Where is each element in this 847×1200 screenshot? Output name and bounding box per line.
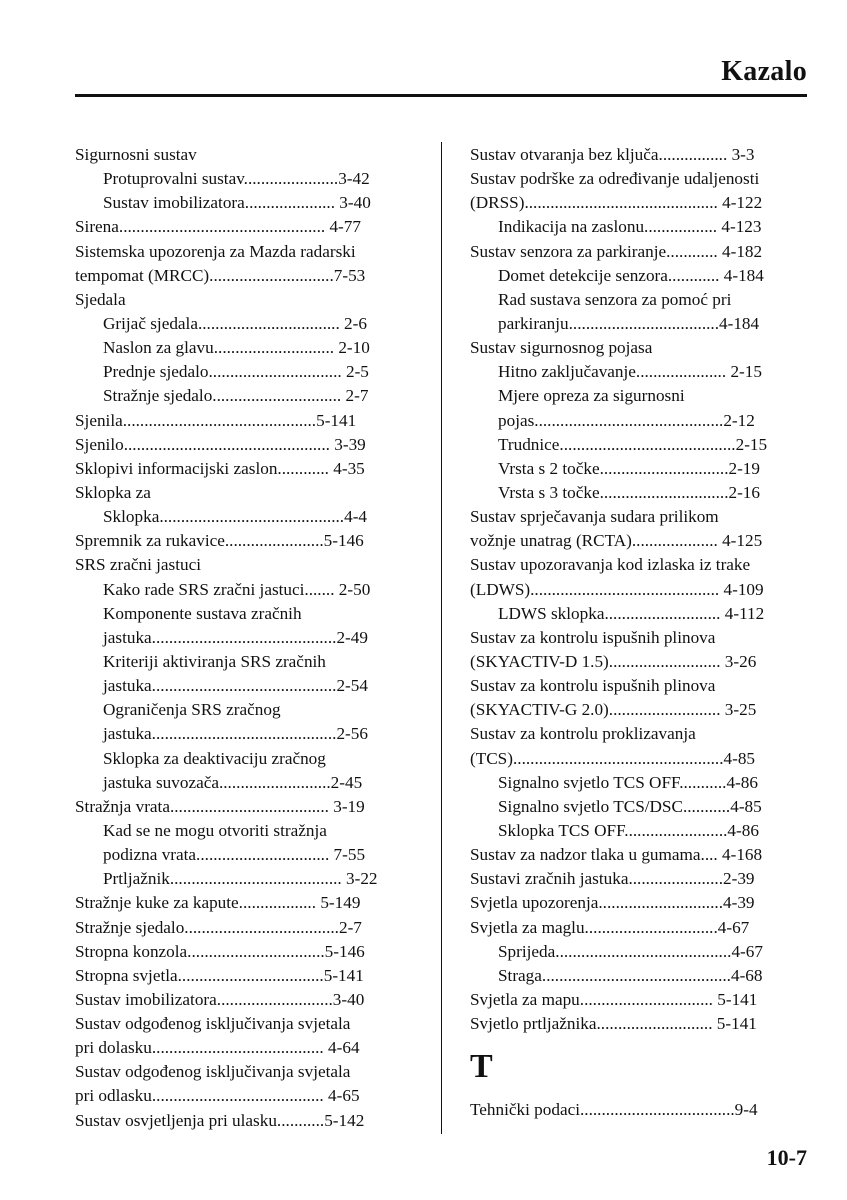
index-subentry: Indikacija na zaslonu................. 4-123: [498, 217, 762, 237]
index-subentry: Sprijeda.........................................4-67: [498, 941, 763, 961]
index-entry: (TCS).................................................4-85: [470, 748, 756, 768]
index-subentry: Sustav imobilizatora..................... 3-40: [103, 193, 371, 213]
index-entry: Sustav odgođenog isključivanja svjetala: [75, 1062, 351, 1082]
index-entry: Sustav za nadzor tlaka u gumama.... 4-168: [470, 845, 763, 865]
index-entry: Spremnik za rukavice.......................5-146: [75, 531, 364, 551]
index-entry: SRS zračni jastuci: [75, 555, 202, 575]
index-entry: Sigurnosni sustav: [75, 145, 197, 164]
index-entry: Sjenila.............................................5-141: [75, 410, 357, 430]
index-subentry: Trudnice.........................................2-15: [498, 434, 768, 454]
index-entry: Sustav za kontrolu ispušnih plinova: [470, 627, 716, 647]
index-subentry: Vrsta s 2 točke..............................2-19: [498, 458, 760, 478]
index-subentry: Hitno zaključavanje..................... 2-15: [498, 362, 762, 382]
index-subentry: Kriteriji aktiviranja SRS zračnih: [103, 651, 326, 671]
index-subentry: parkiranju...................................4-184: [498, 313, 760, 333]
index-entry: Sustav upozoravanja kod izlaska iz trake: [470, 555, 751, 575]
index-subentry: Kad se ne mogu otvoriti stražnja: [103, 820, 327, 840]
index-column-left: [75, 143, 412, 1133]
column-divider: [441, 142, 442, 1134]
page-title: Kazalo: [721, 56, 807, 87]
index-subentry: Protuprovalni sustav......................3-42: [103, 169, 370, 189]
index-entry: Sustav podrške za određivanje udaljenosti: [470, 169, 760, 189]
index-entry: (SKYACTIV-G 2.0).......................... 3-25: [470, 700, 757, 720]
index-entry: Sustav sprječavanja sudara prilikom: [470, 507, 719, 527]
index-entry: Tehnički podaci....................................9-4: [470, 1100, 758, 1120]
index-entry: Sustav za kontrolu ispušnih plinova: [470, 676, 716, 696]
index-subentry: jastuka...........................................2-54: [103, 676, 368, 696]
index-entry: Sustav osvjetljenja pri ulasku...........5-142: [75, 1110, 365, 1130]
index-entry: Sklopivi informacijski zaslon............ 4-35: [75, 458, 365, 478]
index-entry: Svjetla upozorenja.............................4-39: [470, 893, 755, 913]
index-entry: Stropna svjetla..................................5-141: [75, 965, 364, 985]
index-subentry: Sklopka za deaktivaciju zračnog: [103, 748, 326, 768]
index-subentry: LDWS sklopka........................... 4-112: [498, 603, 765, 623]
index-entry: pri dolasku........................................ 4-64: [75, 1038, 360, 1058]
index-entry: Svjetla za mapu............................... 5-141: [470, 989, 758, 1009]
index-subentry: Straga............................................4-68: [498, 965, 763, 985]
index-entry: Sustav za kontrolu proklizavanja: [470, 724, 696, 744]
index-subentry: Domet detekcije senzora............ 4-184: [498, 265, 764, 285]
index-entry: Stropna konzola................................5-146: [75, 941, 365, 961]
index-subentry: Sklopka TCS OFF........................4-86: [498, 820, 759, 840]
index-entry: Sustav sigurnosnog pojasa: [470, 338, 653, 358]
index-subentry: Stražnje sjedalo.............................. 2-7: [103, 386, 369, 406]
index-subentry: Grijač sjedala................................. 2-6: [103, 313, 367, 333]
index-entry: Stražnja vrata..................................... 3-19: [75, 796, 365, 816]
index-entry: Sustav odgođenog isključivanja svjetala: [75, 1014, 351, 1034]
index-section-letter: T: [470, 1048, 493, 1086]
index-entry: tempomat (MRCC).............................7-53: [75, 265, 366, 285]
index-subentry: Prtljažnik........................................ 3-22: [103, 869, 378, 889]
index-subentry: Komponente sustava zračnih: [103, 603, 302, 623]
index-column-right: [470, 143, 807, 1122]
index-entry: vožnje unatrag (RCTA).................... 4-125: [470, 531, 763, 551]
index-subentry: Naslon za glavu............................ 2-10: [103, 338, 370, 358]
index-entry: (LDWS)............................................ 4-109: [470, 579, 764, 599]
index-subentry: Signalno svjetlo TCS OFF...........4-86: [498, 772, 758, 792]
index-subentry: Sklopka...........................................4-4: [103, 507, 368, 527]
index-subentry: Rad sustava senzora za pomoć pri: [498, 289, 732, 309]
title-rule: [75, 94, 807, 97]
index-subentry: Kako rade SRS zračni jastuci....... 2-50: [103, 579, 371, 599]
index-entry: Svjetlo prtljažnika........................... 5-141: [470, 1014, 757, 1034]
index-entry: Sirena................................................ 4-77: [75, 217, 361, 237]
index-entry: Sustav otvaranja bez ključa................ 3-3: [470, 145, 755, 164]
index-entry: Sjenilo................................................ 3-39: [75, 434, 366, 454]
index-entry: Sistemska upozorenja za Mazda radarski: [75, 241, 356, 261]
index-entry: pri odlasku........................................ 4-65: [75, 1086, 360, 1106]
index-entry: Sustav imobilizatora...........................3-40: [75, 989, 365, 1009]
page-number: 10-7: [766, 1145, 807, 1170]
index-subentry: jastuka...........................................2-56: [103, 724, 368, 744]
index-entry: Stražnje kuke za kapute.................. 5-149: [75, 893, 361, 913]
index-entry: Svjetla za maglu...............................4-67: [470, 917, 750, 937]
index-entry: Sjedala: [75, 289, 126, 309]
index-subentry: Ograničenja SRS zračnog: [103, 700, 281, 720]
index-entry: Sklopka za: [75, 482, 151, 502]
index-subentry: Vrsta s 3 točke..............................2-16: [498, 482, 760, 502]
index-entry: (SKYACTIV-D 1.5).......................... 3-26: [470, 651, 757, 671]
index-subentry: jastuka suvozača..........................2-45: [103, 772, 363, 792]
index-entry: (DRSS)............................................. 4-122: [470, 193, 763, 213]
index-entry: Sustav senzora za parkiranje............ 4-182: [470, 241, 763, 261]
index-subentry: Signalno svjetlo TCS/DSC...........4-85: [498, 796, 762, 816]
index-subentry: pojas............................................2-12: [498, 410, 755, 430]
index-subentry: podizna vrata............................... 7-55: [103, 845, 366, 865]
index-entry: Stražnje sjedalo....................................2-7: [75, 917, 362, 937]
index-subentry: jastuka...........................................2-49: [103, 627, 368, 647]
index-subentry: Mjere opreza za sigurnosni: [498, 386, 685, 406]
index-subentry: Prednje sjedalo............................... 2-5: [103, 362, 369, 382]
index-entry: Sustavi zračnih jastuka......................2-39: [470, 869, 755, 889]
